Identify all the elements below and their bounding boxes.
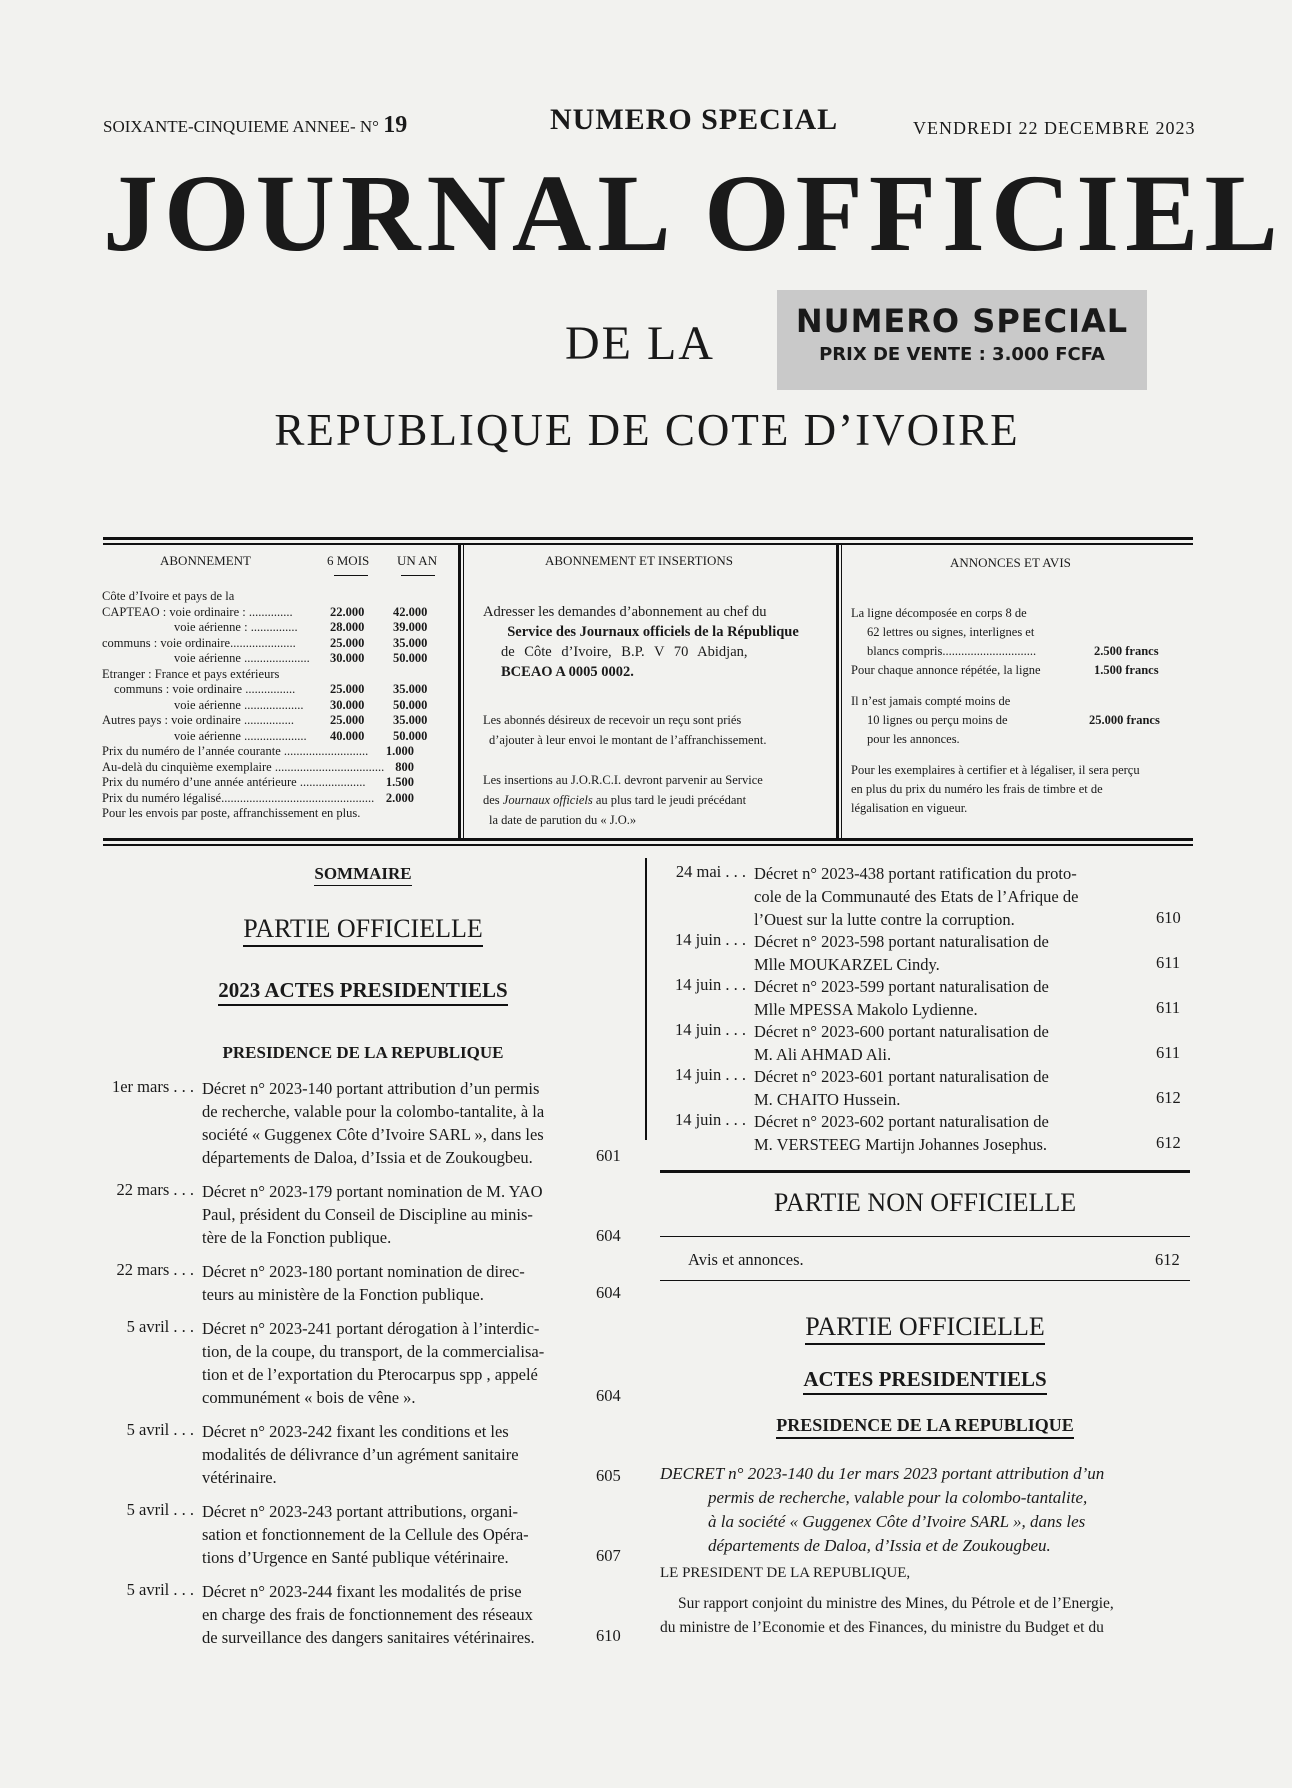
- entry-text: [202, 1317, 544, 1409]
- insertions-paragraph-2: [483, 710, 823, 750]
- entry-text: [202, 1500, 529, 1569]
- rate-label: communs : voie ordinaire ................: [114, 682, 296, 696]
- entry-line: Décret n° 2023-244 fixant les modalités de prise: [202, 1582, 522, 1601]
- entry-date: 5 avril . . .: [126, 1580, 194, 1599]
- rate-label: CAPTEAO : voie ordinaire : ..............: [102, 604, 293, 619]
- annonces-line: Pour les exemplaires à certifier et à légaliser, il sera perçu: [851, 763, 1140, 777]
- entry-page-number: 607: [596, 1546, 621, 1565]
- entry-page-number: 611: [1156, 953, 1181, 972]
- entry-line: cole de la Communauté des Etats de l’Afrique de: [754, 887, 1079, 906]
- entry-line: M. Ali AHMAD Ali.: [754, 1045, 892, 1064]
- entry-line: Décret n° 2023-598 portant naturalisation de: [754, 932, 1049, 951]
- insertions-line: Service des Journaux officiels de la République: [507, 624, 799, 640]
- body-partie-officielle: [660, 1312, 1190, 1345]
- sommaire-partie-officielle: [103, 914, 623, 947]
- rate-one-year: 50.000: [393, 651, 428, 665]
- abonnement-head: ABONNEMENT: [160, 553, 251, 568]
- insertions-line: [483, 790, 823, 810]
- insertions-paragraph-3: [483, 770, 823, 830]
- insertions-line: Adresser les demandes d’abonnement au chef du: [483, 604, 767, 620]
- price-label: Prix du numéro d’une année antérieure .....................: [102, 775, 366, 789]
- entry-text: [202, 1180, 543, 1249]
- entry-text: [754, 930, 1049, 976]
- price-label: Au-delà du cinquième exemplaire ...................................: [102, 759, 385, 774]
- annonces-text: blancs compris..............................: [867, 644, 1037, 658]
- entry-line: modalités de délivrance d’un agrément sanitaire: [202, 1445, 519, 1464]
- entry-text: [754, 1020, 1049, 1066]
- table-top-rule: [103, 537, 1193, 540]
- table-divider-2b: [841, 545, 842, 838]
- insertions-paragraph-1: [483, 602, 823, 682]
- insertions-line: de Côte d’Ivoire, B.P. V 70 Abidjan,: [501, 644, 748, 660]
- issue-date: VENDREDI 22 DECEMBRE 2023: [913, 118, 1196, 138]
- sommaire-actes: [103, 978, 623, 1006]
- entry-line: Décret n° 2023-180 portant nomination de direc-: [202, 1262, 525, 1281]
- price-value: 1.500: [385, 775, 414, 789]
- entry-line: Décret n° 2023-601 portant naturalisation de: [754, 1067, 1049, 1086]
- entry-date: 22 mars . . .: [116, 1180, 194, 1199]
- entry-line: Décret n° 2023-241 portant dérogation à l’interdic-: [202, 1319, 540, 1338]
- non-officielle-rule-top: [660, 1170, 1190, 1173]
- entry-page-number: 610: [596, 1626, 621, 1645]
- rate-one-year: 35.000: [393, 713, 428, 727]
- rate-one-year: 42.000: [393, 604, 428, 619]
- body-partie-officielle-text: PARTIE OFFICIELLE: [805, 1312, 1044, 1345]
- rate-label: Etranger : France et pays extérieurs: [102, 666, 280, 681]
- annonces-line: [851, 642, 1191, 661]
- rate-one-year: 35.000: [393, 635, 428, 650]
- entry-page-number: 604: [596, 1283, 621, 1302]
- sommaire-title: [103, 864, 623, 886]
- president-line: LE PRESIDENT DE LA REPUBLIQUE,: [660, 1565, 911, 1581]
- entry-page-number: 605: [596, 1466, 621, 1485]
- insertions-line: Les insertions au J.O.R.C.I. devront parvenir au Service: [483, 773, 763, 787]
- annonces-line: légalisation en vigueur.: [851, 801, 968, 815]
- head-underline: [334, 575, 368, 576]
- entry-page-number: 612: [1156, 1133, 1181, 1152]
- entry-text: [202, 1580, 535, 1649]
- rate-six-months: 40.000: [330, 728, 365, 743]
- insertions-line: la date de parution du « J.O.»: [489, 813, 637, 827]
- entry-line: sation et fonctionnement de la Cellule des Opéra-: [202, 1525, 529, 1544]
- entry-line: départements de Daloa, d’Issia et de Zoukougbeu.: [202, 1148, 533, 1167]
- avis-label: Avis et annonces.: [688, 1250, 804, 1269]
- year-issue-line: [103, 112, 407, 139]
- rate-label: communs : voie ordinaire.....................: [102, 635, 296, 650]
- column-divider: [645, 858, 647, 1140]
- un-an-head: UN AN: [397, 553, 438, 568]
- non-officielle-rule: [660, 1236, 1190, 1237]
- price-value: 1.000: [385, 744, 414, 758]
- table-bottom-rule-2: [103, 844, 1193, 846]
- entry-line: Décret n° 2023-600 portant naturalisation de: [754, 1022, 1049, 1041]
- entry-line: de surveillance des dangers sanitaires vétérinaires.: [202, 1628, 535, 1647]
- entry-line: tère de la Fonction publique.: [202, 1228, 392, 1247]
- entry-text: [202, 1077, 544, 1169]
- sommaire-presidence: PRESIDENCE DE LA REPUBLIQUE: [222, 1043, 504, 1062]
- journal-title: JOURNAL OFFICIEL: [103, 152, 1284, 274]
- entry-page-number: 610: [1156, 908, 1181, 927]
- sommaire-title-text: SOMMAIRE: [314, 864, 411, 886]
- insertions-line: d’ajouter à leur envoi le montant de l’affranchissement.: [489, 733, 767, 747]
- entry-date: 14 juin . . .: [674, 975, 746, 994]
- annonces-line: La ligne décomposée en corps 8 de: [851, 606, 1027, 620]
- rate-one-year: 50.000: [393, 728, 428, 743]
- entry-date: 5 avril . . .: [126, 1420, 194, 1439]
- entry-page-number: 611: [1156, 1043, 1181, 1062]
- rate-one-year: 39.000: [393, 620, 428, 634]
- entry-text: [202, 1420, 519, 1489]
- annonces-text: Pour chaque annonce répétée, la ligne: [851, 663, 1041, 677]
- rate-six-months: 28.000: [330, 620, 365, 634]
- special-label: NUMERO SPECIAL: [550, 103, 839, 136]
- rate-six-months: 30.000: [330, 697, 365, 712]
- entry-line: Décret n° 2023-599 portant naturalisation de: [754, 977, 1049, 996]
- annonces-line: en plus du prix du numéro les frais de timbre et de: [851, 782, 1103, 796]
- annonces-line: [851, 661, 1191, 680]
- decree-title-line: DECRET n° 2023-140 du 1er mars 2023 portant attribution d’un: [660, 1464, 1105, 1483]
- decree-title: [660, 1462, 1190, 1558]
- entry-date: 22 mars . . .: [116, 1260, 194, 1279]
- rate-six-months: 30.000: [330, 651, 365, 665]
- special-box-price: PRIX DE VENTE : 3.000 FCFA: [819, 344, 1105, 365]
- body-presidence-text: PRESIDENCE DE LA REPUBLIQUE: [776, 1415, 1074, 1439]
- entry-line: Décret n° 2023-179 portant nomination de M. YAO: [202, 1182, 543, 1201]
- rate-label: Autres pays : voie ordinaire ................: [102, 713, 294, 727]
- entry-date: 24 mai . . .: [675, 862, 746, 881]
- rate-label: voie aérienne ....................: [174, 728, 307, 743]
- price-label: Pour les envois par poste, affranchissement en plus.: [102, 806, 361, 820]
- text-run-italic: Journaux officiels: [502, 793, 593, 807]
- rate-one-year: 50.000: [393, 697, 428, 712]
- entry-line: Décret n° 2023-242 fixant les conditions et les: [202, 1422, 509, 1441]
- entry-line: l’Ouest sur la lutte contre la corruption.: [754, 910, 1015, 929]
- rate-label: voie aérienne ...................: [174, 697, 304, 712]
- table-divider-1b: [463, 545, 464, 838]
- entry-date: 14 juin . . .: [674, 1065, 746, 1084]
- annonces-line: Il n’est jamais compté moins de: [851, 694, 1011, 708]
- entry-line: tion et de l’exportation du Pterocarpus spp , appelé: [202, 1365, 538, 1384]
- body-presidence: [660, 1415, 1190, 1439]
- entry-page-number: 601: [596, 1146, 621, 1165]
- price-label: Prix du numéro de l’année courante ...........................: [102, 744, 369, 758]
- table-bottom-rule: [103, 838, 1193, 841]
- entry-page-number: 611: [1156, 998, 1181, 1017]
- sommaire-left-entries: [90, 1077, 630, 1647]
- rate-six-months: 25.000: [330, 713, 365, 727]
- decree-title-line: à la société « Guggenex Côte d’Ivoire SARL », dans les: [708, 1512, 1086, 1531]
- title-de-la: DE LA: [565, 317, 715, 370]
- six-mois-head: 6 MOIS: [327, 553, 370, 568]
- annonces-price: 1.500 francs: [1094, 663, 1159, 677]
- text-run: des: [483, 793, 500, 807]
- entry-date: 1er mars . . .: [111, 1077, 194, 1096]
- entry-line: Mlle MPESSA Makolo Lydienne.: [754, 1000, 978, 1019]
- price-value: 2.000: [385, 790, 414, 805]
- entry-line: de recherche, valable pour la colombo-tantalite, à la: [202, 1102, 545, 1121]
- entry-line: communément « bois de vêne ».: [202, 1388, 416, 1407]
- entry-date: 14 juin . . .: [674, 930, 746, 949]
- insertions-line: Les abonnés désireux de recevoir un reçu sont priés: [483, 713, 742, 727]
- body-actes-text: ACTES PRESIDENTIELS: [803, 1367, 1046, 1395]
- entry-text: [754, 1110, 1049, 1156]
- rate-six-months: 22.000: [330, 604, 365, 619]
- entry-date: 5 avril . . .: [126, 1317, 194, 1336]
- entry-line: tions d’Urgence en Santé publique vétérinaire.: [202, 1548, 509, 1567]
- entry-line: Décret n° 2023-243 portant attributions, organi-: [202, 1502, 519, 1521]
- entry-line: Décret n° 2023-602 portant naturalisation de: [754, 1112, 1049, 1131]
- country-title: REPUBLIQUE DE COTE D’IVOIRE: [274, 405, 1020, 455]
- price-value: 800: [395, 759, 414, 774]
- annonces-line: [851, 711, 1191, 730]
- rate-one-year: 35.000: [393, 682, 428, 696]
- insertions-line: BCEAO A 0005 0002.: [501, 664, 634, 680]
- table-top-rule-2: [103, 543, 1193, 545]
- entry-line: teurs au ministère de la Fonction publique.: [202, 1285, 484, 1304]
- annonces-block: [851, 604, 1191, 818]
- entry-page-number: 604: [596, 1226, 621, 1245]
- decree-paragraph: [660, 1592, 1194, 1640]
- paragraph-line: du ministre de l’Economie et des Finances, du ministre du Budget et du: [660, 1619, 1104, 1636]
- entry-line: en charge des frais de fonctionnement des réseaux: [202, 1605, 533, 1624]
- decree-title-line: permis de recherche, valable pour la colombo-tantalite,: [708, 1488, 1088, 1507]
- entry-line: Décret n° 2023-438 portant ratification du proto-: [754, 864, 1077, 883]
- entry-page-number: 604: [596, 1386, 621, 1405]
- rate-six-months: 25.000: [330, 682, 365, 696]
- special-box-title: NUMERO SPECIAL: [795, 302, 1129, 340]
- annonces-price: 25.000 francs: [1089, 713, 1160, 727]
- year-label: SOIXANTE-CINQUIEME ANNEE- N°: [103, 117, 379, 136]
- entry-line: Décret n° 2023-140 portant attribution d’un permis: [202, 1079, 540, 1098]
- entry-text: [754, 975, 1049, 1021]
- rate-label: Côte d’Ivoire et pays de la: [102, 589, 235, 603]
- partie-officielle-text: PARTIE OFFICIELLE: [243, 914, 482, 947]
- rate-label: voie aérienne .....................: [174, 651, 310, 665]
- entry-text: [202, 1260, 525, 1306]
- entry-line: vétérinaire.: [202, 1468, 277, 1487]
- annonces-head: ANNONCES ET AVIS: [950, 555, 1071, 570]
- entry-text: [754, 862, 1078, 931]
- paragraph-line: Sur rapport conjoint du ministre des Mines, du Pétrole et de l’Energie,: [678, 1595, 1114, 1612]
- actes-text: 2023 ACTES PRESIDENTIELS: [218, 978, 507, 1006]
- entry-text: [754, 1065, 1049, 1111]
- avis-page: 612: [1155, 1250, 1180, 1269]
- subscription-rates: [102, 588, 452, 828]
- issue-number: 19: [383, 112, 408, 138]
- rate-six-months: 25.000: [330, 635, 365, 650]
- annonces-price: 2.500 francs: [1094, 644, 1159, 658]
- annonces-line: 62 lettres ou signes, interlignes et: [867, 625, 1035, 639]
- rate-label: voie aérienne : ...............: [174, 620, 298, 634]
- sommaire-right-entries: [650, 862, 1190, 1157]
- text-run: au plus tard le jeudi précédant: [595, 793, 747, 807]
- entry-line: Paul, président du Conseil de Discipline au minis-: [202, 1205, 533, 1224]
- entry-line: M. CHAITO Hussein.: [754, 1090, 901, 1109]
- body-actes: [660, 1367, 1190, 1395]
- entry-page-number: 612: [1156, 1088, 1181, 1107]
- annonces-text: 10 lignes ou perçu moins de: [867, 713, 1008, 727]
- special-issue-box: [777, 290, 1147, 390]
- price-label: Prix du numéro légalisé.................................................: [102, 790, 375, 805]
- table-divider-1: [458, 545, 461, 838]
- decree-title-line: départements de Daloa, d’Issia et de Zoukougbeu.: [708, 1536, 1051, 1555]
- head-underline: [401, 575, 435, 576]
- entry-line: tion, de la coupe, du transport, de la commercialisa-: [202, 1342, 545, 1361]
- entry-line: société « Guggenex Côte d’Ivoire SARL », dans les: [202, 1125, 544, 1144]
- entry-date: 14 juin . . .: [674, 1110, 746, 1129]
- annonces-line: pour les annonces.: [867, 732, 960, 746]
- entry-line: Mlle MOUKARZEL Cindy.: [754, 955, 940, 974]
- entry-date: 5 avril . . .: [126, 1500, 194, 1519]
- entry-date: 14 juin . . .: [674, 1020, 746, 1039]
- non-officielle-rule-bottom: [660, 1280, 1190, 1281]
- table-divider-2: [836, 545, 839, 838]
- partie-non-officielle-title: PARTIE NON OFFICIELLE: [773, 1188, 1077, 1217]
- entry-line: M. VERSTEEG Martijn Johannes Josephus.: [754, 1135, 1048, 1154]
- insertions-head: ABONNEMENT ET INSERTIONS: [545, 553, 733, 568]
